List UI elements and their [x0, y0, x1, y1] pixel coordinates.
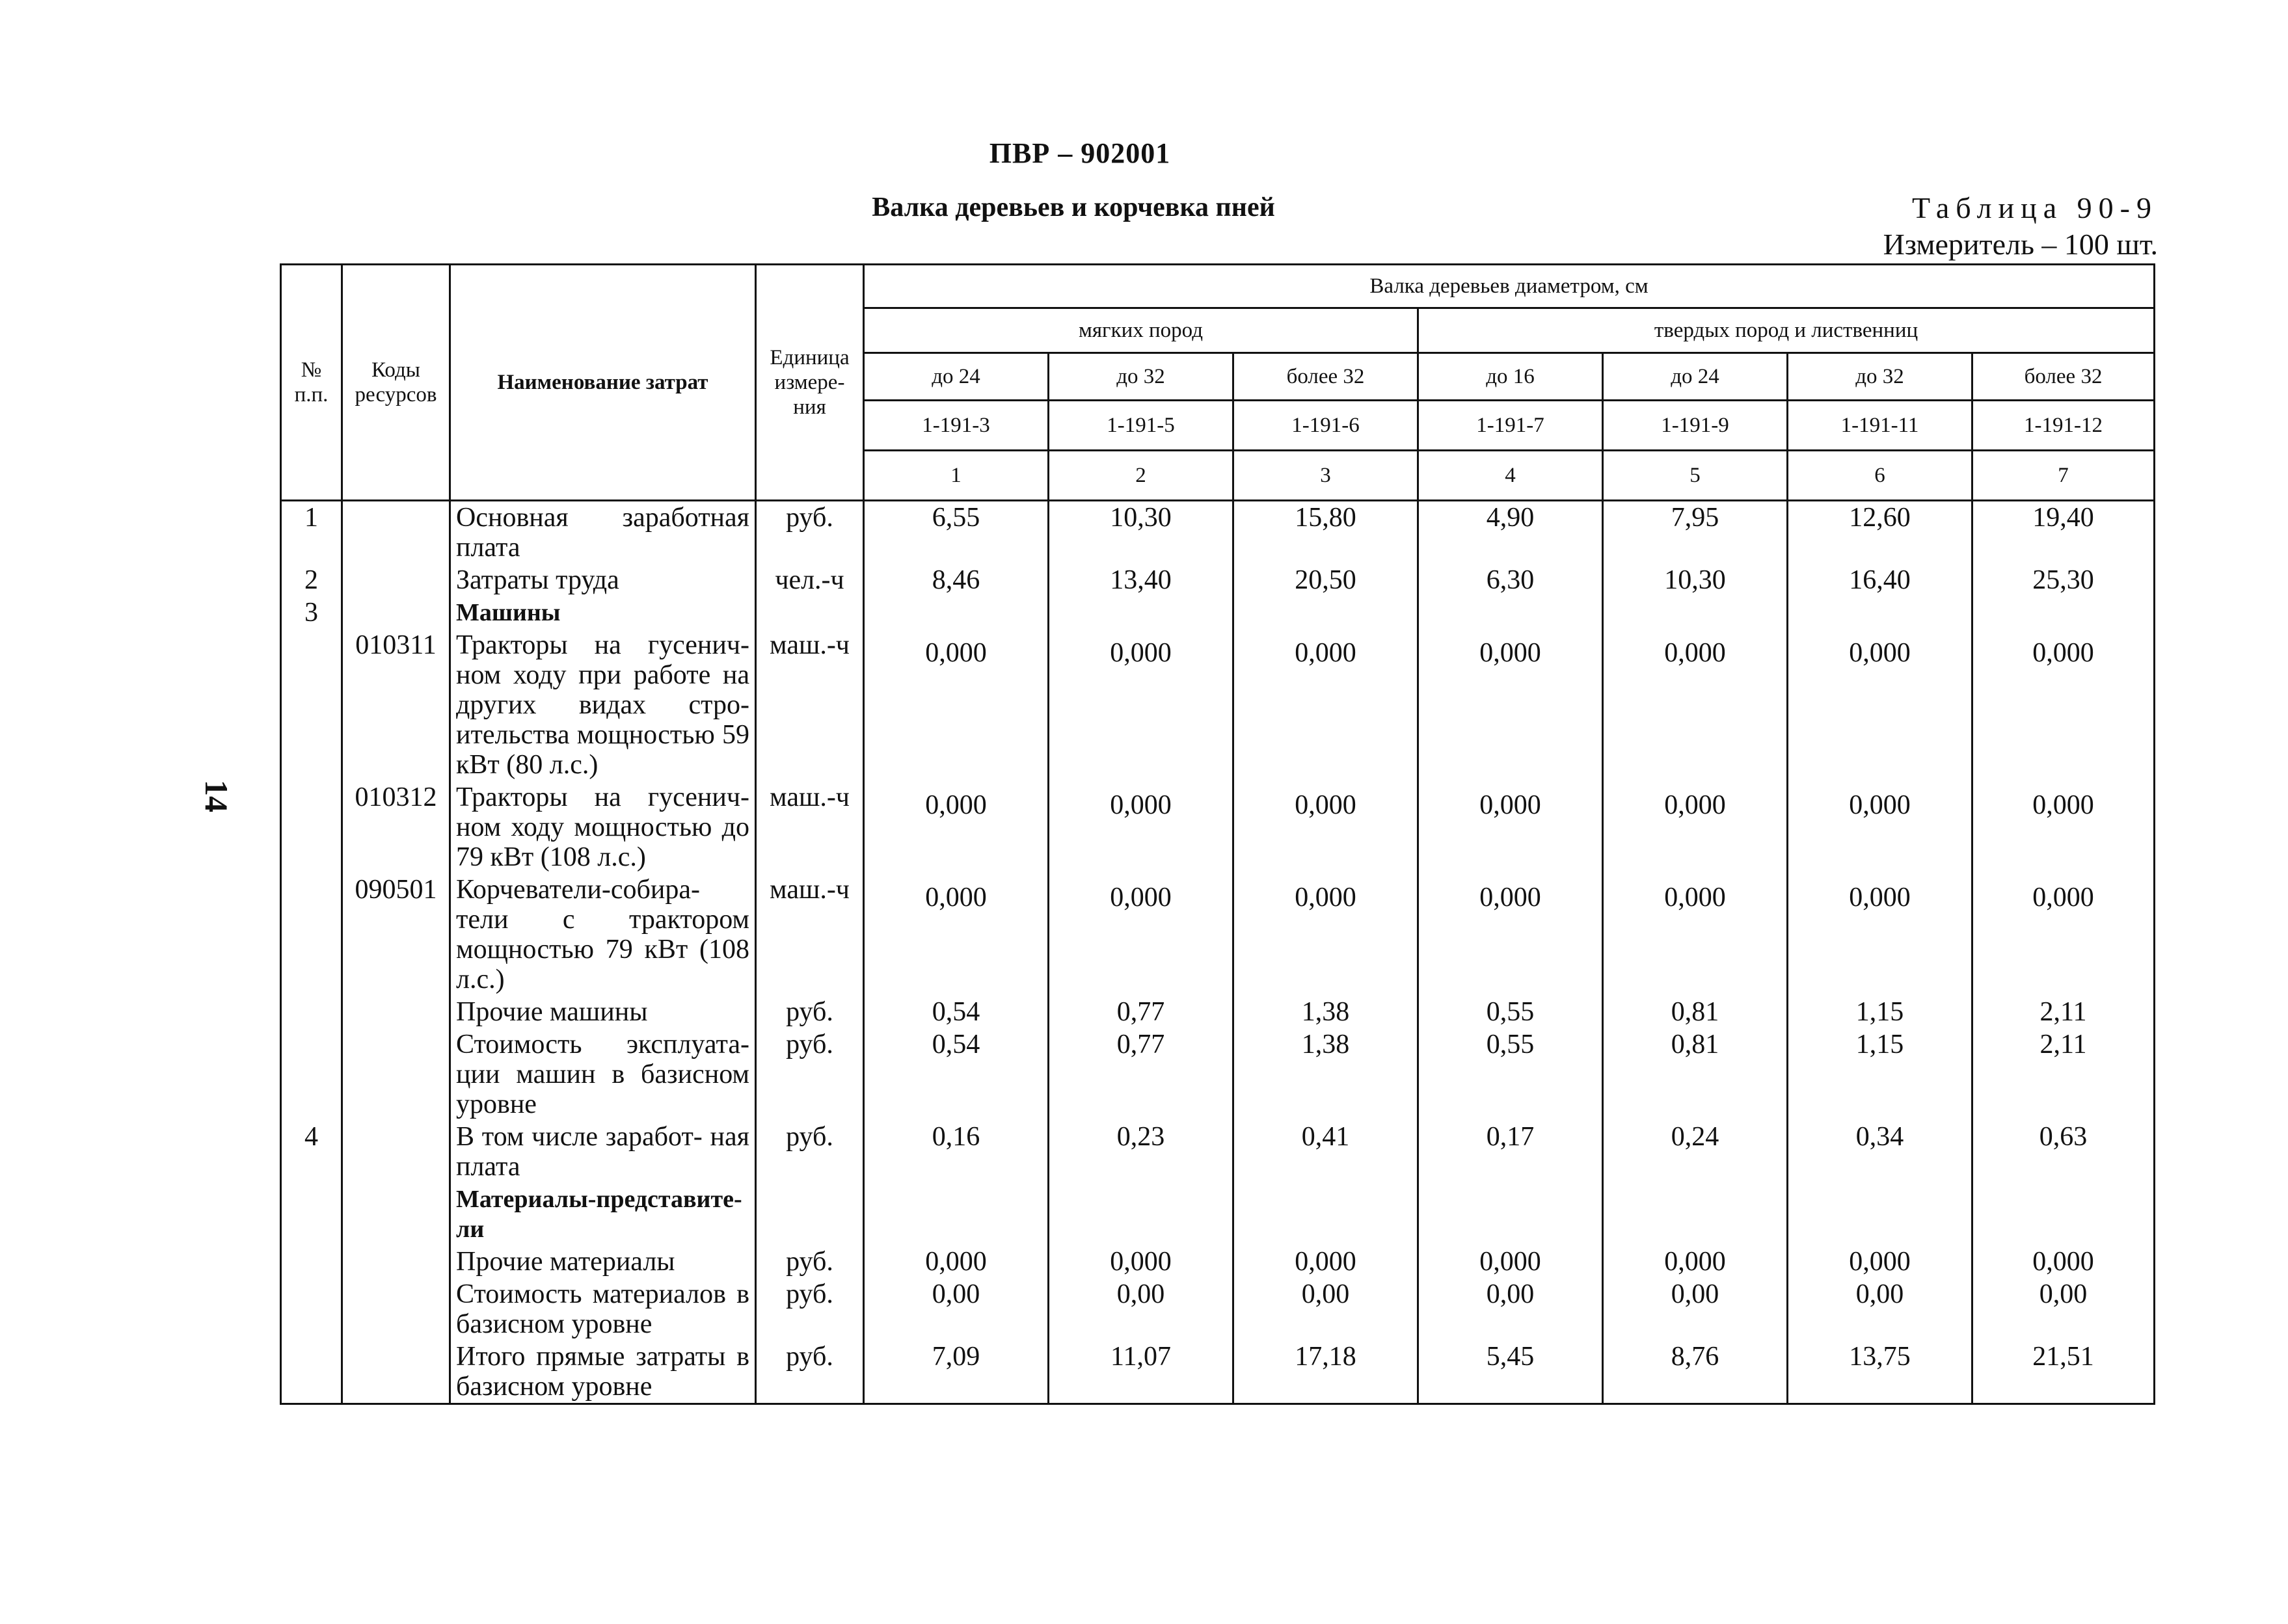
- resource-code: [342, 1028, 450, 1121]
- value-cell: 2,11: [1972, 1028, 2155, 1121]
- value-cell: [1049, 1183, 1233, 1245]
- header-rate-code: 1-191-12: [1972, 401, 2155, 451]
- value-cell: 0,000: [1418, 629, 1603, 781]
- header-group-hard: твердых пород и лиственниц: [1418, 308, 2155, 353]
- value-cell: 0,000: [864, 873, 1049, 996]
- value-cell: 0,000: [1603, 1245, 1788, 1278]
- header-rate-code: 1-191-7: [1418, 401, 1603, 451]
- unit-of-measure: руб.: [756, 1245, 864, 1278]
- header-no: № п.п.: [281, 265, 342, 501]
- value-cell: 0,000: [1418, 781, 1603, 873]
- value-cell: 0,000: [1972, 781, 2155, 873]
- table-row: [281, 1183, 2155, 1245]
- table-row: [281, 781, 2155, 873]
- header-diameter: до 32: [1049, 353, 1233, 401]
- cost-name: Прочие материалы: [450, 1245, 756, 1278]
- table-row: [281, 629, 2155, 781]
- row-number: [281, 1245, 342, 1278]
- row-number: 4: [281, 1121, 342, 1183]
- value-cell: 0,000: [1603, 873, 1788, 996]
- header-diameter: до 16: [1418, 353, 1603, 401]
- value-cell: 0,000: [1972, 1245, 2155, 1278]
- table-row: [281, 1340, 2155, 1404]
- resource-code: 090501: [342, 873, 450, 996]
- header-diameter: более 32: [1972, 353, 2155, 401]
- value-cell: 0,000: [1788, 781, 1972, 873]
- cost-name: Стоимость эксплуата- ции машин в базисном уровне: [450, 1028, 756, 1121]
- value-cell: 0,00: [1788, 1278, 1972, 1340]
- value-cell: 7,95: [1603, 501, 1788, 565]
- row-number: [281, 1183, 342, 1245]
- value-cell: 0,00: [864, 1278, 1049, 1340]
- value-cell: [1788, 1183, 1972, 1245]
- value-cell: 7,09: [864, 1340, 1049, 1404]
- resource-code: [342, 1245, 450, 1278]
- value-cell: 0,000: [1788, 1245, 1972, 1278]
- cost-name: В том числе заработ- ная плата: [450, 1121, 756, 1183]
- resource-code: [342, 1278, 450, 1340]
- value-cell: [1418, 596, 1603, 629]
- value-cell: 1,38: [1233, 1028, 1418, 1121]
- row-number: 3: [281, 596, 342, 629]
- header-diameter: до 24: [864, 353, 1049, 401]
- value-cell: 11,07: [1049, 1340, 1233, 1404]
- value-cell: 15,80: [1233, 501, 1418, 565]
- cost-name: Материалы-представите- ли: [450, 1183, 756, 1245]
- row-number: [281, 629, 342, 781]
- row-number: [281, 1028, 342, 1121]
- value-cell: 0,000: [1972, 873, 2155, 996]
- header-unit: Единица измере- ния: [756, 265, 864, 501]
- value-cell: 25,30: [1972, 564, 2155, 596]
- value-cell: 0,34: [1788, 1121, 1972, 1183]
- value-cell: 1,15: [1788, 996, 1972, 1028]
- value-cell: 0,54: [864, 1028, 1049, 1121]
- value-cell: 0,000: [1603, 781, 1788, 873]
- row-number: [281, 996, 342, 1028]
- value-cell: [864, 596, 1049, 629]
- value-cell: 0,00: [1603, 1278, 1788, 1340]
- value-cell: 17,18: [1233, 1340, 1418, 1404]
- header-rate-code: 1-191-11: [1788, 401, 1972, 451]
- cost-name: Итого прямые затраты в базисном уровне: [450, 1340, 756, 1404]
- value-cell: [1972, 1183, 2155, 1245]
- value-cell: 0,00: [1049, 1278, 1233, 1340]
- table-header: [281, 265, 2155, 501]
- value-cell: 0,17: [1418, 1121, 1603, 1183]
- cost-name: Тракторы на гусенич- ном ходу мощностью до 79 кВт (108 л.с.): [450, 781, 756, 873]
- value-cell: 0,77: [1049, 1028, 1233, 1121]
- table-body: [281, 501, 2155, 1404]
- header-column-number: 6: [1788, 451, 1972, 501]
- value-cell: 0,000: [1233, 873, 1418, 996]
- value-cell: [1233, 1183, 1418, 1245]
- header-column-number: 3: [1233, 451, 1418, 501]
- table-row: [281, 1028, 2155, 1121]
- resource-code: [342, 1183, 450, 1245]
- cost-name: Основная заработная плата: [450, 501, 756, 565]
- value-cell: 1,15: [1788, 1028, 1972, 1121]
- value-cell: [1233, 596, 1418, 629]
- table-subtitle: Валка деревьев и корчевка пней: [872, 193, 1275, 222]
- value-cell: 0,000: [864, 629, 1049, 781]
- value-cell: [1049, 596, 1233, 629]
- value-cell: 0,81: [1603, 996, 1788, 1028]
- unit-of-measure: руб.: [756, 1278, 864, 1340]
- cost-name: Тракторы на гусенич- ном ходу при работе на других видах стро- ительства мощностью 59 кВт (80 л.с.): [450, 629, 756, 781]
- unit-of-measure: чел.-ч: [756, 564, 864, 596]
- value-cell: 0,000: [1049, 629, 1233, 781]
- value-cell: 0,24: [1603, 1121, 1788, 1183]
- value-cell: 0,000: [1788, 629, 1972, 781]
- header-column-number: 1: [864, 451, 1049, 501]
- header-group-soft: мягких пород: [864, 308, 1418, 353]
- value-cell: 0,000: [864, 781, 1049, 873]
- value-cell: [1972, 596, 2155, 629]
- cost-name: Прочие машины: [450, 996, 756, 1028]
- value-cell: [1418, 1183, 1603, 1245]
- value-cell: 0,000: [1418, 1245, 1603, 1278]
- value-cell: 0,000: [1049, 873, 1233, 996]
- cost-name: Затраты труда: [450, 564, 756, 596]
- value-cell: [1603, 596, 1788, 629]
- table-row: [281, 1121, 2155, 1183]
- resource-code: [342, 596, 450, 629]
- resource-code: [342, 996, 450, 1028]
- row-number: [281, 873, 342, 996]
- value-cell: 0,77: [1049, 996, 1233, 1028]
- value-cell: 0,54: [864, 996, 1049, 1028]
- cost-name: Корчеватели-собира- тели с трактором мощностью 79 кВт (108 л.с.): [450, 873, 756, 996]
- resource-code: [342, 501, 450, 565]
- unit-of-measure: маш.-ч: [756, 629, 864, 781]
- page-number: 14: [198, 780, 235, 812]
- row-number: 1: [281, 501, 342, 565]
- table-label: Таблица 90-9: [1911, 191, 2158, 224]
- header-rate-code: 1-191-5: [1049, 401, 1233, 451]
- resource-code: [342, 564, 450, 596]
- value-cell: 10,30: [1049, 501, 1233, 565]
- header-column-number: 5: [1603, 451, 1788, 501]
- value-cell: [1603, 1183, 1788, 1245]
- unit-of-measure: маш.-ч: [756, 873, 864, 996]
- value-cell: 21,51: [1972, 1340, 2155, 1404]
- value-cell: 16,40: [1788, 564, 1972, 596]
- resource-code: 010312: [342, 781, 450, 873]
- table-row: [281, 1278, 2155, 1340]
- value-cell: 0,000: [1049, 781, 1233, 873]
- resource-code: 010311: [342, 629, 450, 781]
- value-cell: 0,000: [1418, 873, 1603, 996]
- header-diameter: более 32: [1233, 353, 1418, 401]
- header-diameter: до 24: [1603, 353, 1788, 401]
- value-cell: 0,00: [1972, 1278, 2155, 1340]
- unit-of-measure: маш.-ч: [756, 781, 864, 873]
- table-row: [281, 501, 2155, 565]
- value-cell: 0,16: [864, 1121, 1049, 1183]
- header-rate-code: 1-191-6: [1233, 401, 1418, 451]
- header-column-number: 2: [1049, 451, 1233, 501]
- unit-of-measure: [756, 596, 864, 629]
- unit-of-measure: руб.: [756, 501, 864, 565]
- table-row: [281, 873, 2155, 996]
- row-number: 2: [281, 564, 342, 596]
- value-cell: [1788, 596, 1972, 629]
- value-cell: 0,000: [1233, 781, 1418, 873]
- page-title: ПВР – 902001: [989, 137, 1171, 169]
- unit-of-measure: руб.: [756, 1121, 864, 1183]
- norms-table: [280, 263, 2155, 1405]
- value-cell: 0,000: [1049, 1245, 1233, 1278]
- value-cell: 0,63: [1972, 1121, 2155, 1183]
- header-group-main: Валка деревьев диаметром, см: [864, 265, 2155, 308]
- value-cell: 0,41: [1233, 1121, 1418, 1183]
- row-number: [281, 781, 342, 873]
- value-cell: 8,46: [864, 564, 1049, 596]
- value-cell: 2,11: [1972, 996, 2155, 1028]
- value-cell: 6,55: [864, 501, 1049, 565]
- header-diameter: до 32: [1788, 353, 1972, 401]
- value-cell: 0,00: [1418, 1278, 1603, 1340]
- resource-code: [342, 1121, 450, 1183]
- table-caption: [1883, 190, 2158, 263]
- value-cell: 0,000: [1233, 629, 1418, 781]
- value-cell: 12,60: [1788, 501, 1972, 565]
- value-cell: 0,23: [1049, 1121, 1233, 1183]
- value-cell: 1,38: [1233, 996, 1418, 1028]
- value-cell: 13,75: [1788, 1340, 1972, 1404]
- header-rate-code: 1-191-9: [1603, 401, 1788, 451]
- cost-name: Машины: [450, 596, 756, 629]
- value-cell: [864, 1183, 1049, 1245]
- header-rate-code: 1-191-3: [864, 401, 1049, 451]
- value-cell: 8,76: [1603, 1340, 1788, 1404]
- table-row: [281, 996, 2155, 1028]
- value-cell: 0,000: [1603, 629, 1788, 781]
- value-cell: 5,45: [1418, 1340, 1603, 1404]
- measure-unit: Измеритель – 100 шт.: [1883, 228, 2158, 261]
- header-name: Наименование затрат: [450, 265, 756, 501]
- value-cell: 20,50: [1233, 564, 1418, 596]
- value-cell: 6,30: [1418, 564, 1603, 596]
- value-cell: 0,81: [1603, 1028, 1788, 1121]
- value-cell: 0,00: [1233, 1278, 1418, 1340]
- value-cell: 0,000: [864, 1245, 1049, 1278]
- table-row: [281, 596, 2155, 629]
- unit-of-measure: [756, 1183, 864, 1245]
- header-column-number: 7: [1972, 451, 2155, 501]
- value-cell: 0,55: [1418, 996, 1603, 1028]
- table-row: [281, 1245, 2155, 1278]
- header-column-number: 4: [1418, 451, 1603, 501]
- cost-name: Стоимость материалов в базисном уровне: [450, 1278, 756, 1340]
- value-cell: 0,000: [1972, 629, 2155, 781]
- row-number: [281, 1278, 342, 1340]
- value-cell: 0,000: [1233, 1245, 1418, 1278]
- unit-of-measure: руб.: [756, 1028, 864, 1121]
- row-number: [281, 1340, 342, 1404]
- value-cell: 4,90: [1418, 501, 1603, 565]
- table-row: [281, 564, 2155, 596]
- value-cell: 13,40: [1049, 564, 1233, 596]
- resource-code: [342, 1340, 450, 1404]
- unit-of-measure: руб.: [756, 1340, 864, 1404]
- header-codes: Коды ресурсов: [342, 265, 450, 501]
- value-cell: 0,000: [1788, 873, 1972, 996]
- unit-of-measure: руб.: [756, 996, 864, 1028]
- value-cell: 19,40: [1972, 501, 2155, 565]
- value-cell: 10,30: [1603, 564, 1788, 596]
- value-cell: 0,55: [1418, 1028, 1603, 1121]
